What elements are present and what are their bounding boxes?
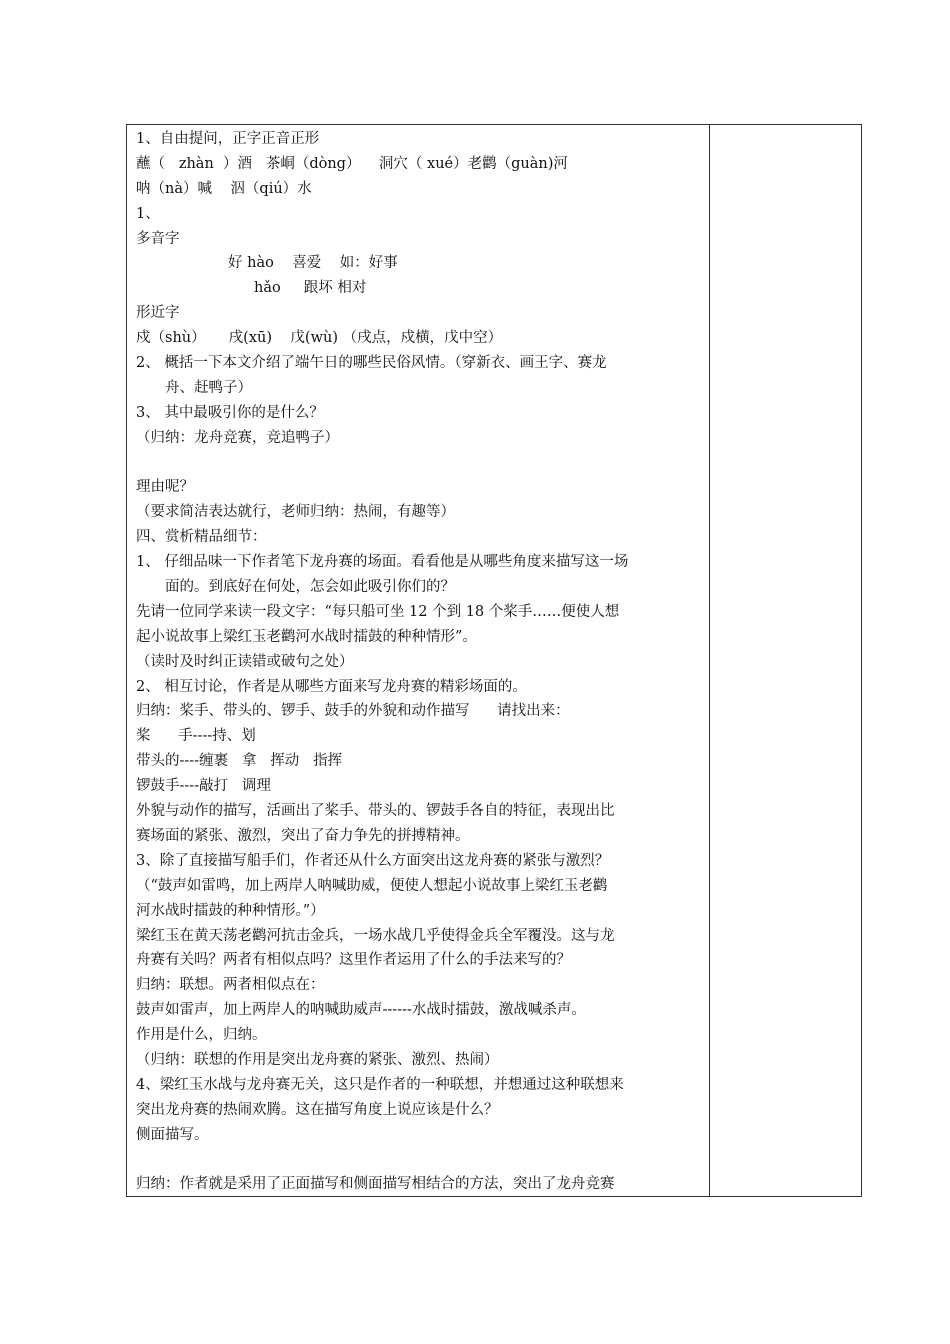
text-line: 呐（nà）喊 泅（qiú）水 <box>136 180 312 197</box>
text-line: 1、自由提问，正字正音正形 <box>136 131 320 147</box>
text-line: 舟赛有关吗？两者有相似点吗？这里作者运用了什么的手法来写的？ <box>136 952 571 969</box>
text-line: （“鼓声如雷鸣，加上两岸人呐喊助威，便使人想起小说故事上梁红玉老鹳 <box>136 877 608 894</box>
text-line <box>136 451 704 476</box>
text-line: 4、梁红玉水战与龙舟赛无关，这只是作者的一种联想，并想通过这种联想来 <box>136 1076 624 1093</box>
text-line: 归纳：桨手、带头的、锣手、鼓手的外貌和动作描写 请找出来： <box>136 703 570 720</box>
notes-cell <box>710 125 861 1196</box>
text-line: 侧面描写。 <box>136 1126 209 1143</box>
text-line: 戍（shù） 戌(xū) 戊(wù) （戌点，戍横，戊中空） <box>136 330 503 347</box>
text-line: 鼓声如雷声，加上两岸人的呐喊助威声------水战时擂鼓，激战喊杀声。 <box>136 1002 586 1019</box>
text-line: 蘸（ zhàn ）酒 茶峒（dòng） 洞穴（ xué）老鹳（guàn)河 <box>136 155 568 172</box>
lesson-table <box>126 124 862 1197</box>
lesson-content-cell <box>136 127 704 1197</box>
text-line: 河水战时擂鼓的种种情形。”） <box>136 902 325 919</box>
text-line: 1、 仔细品味一下作者笔下龙舟赛的场面。看看他是从哪些角度来描写这一场 <box>136 554 629 571</box>
text-line: 赛场面的紧张、激烈，突出了奋力争先的拼搏精神。 <box>136 827 470 844</box>
text-line: 桨 手----持、划 <box>136 728 256 745</box>
text-line: 2、 概括一下本文介绍了端午日的哪些民俗风情。（穿新衣、画王字、赛龙 <box>136 355 607 372</box>
text-line: 归纳：联想。两者相似点在： <box>136 977 325 994</box>
text-line: （要求简洁表达就行，老师归纳：热闹，有趣等） <box>136 504 455 521</box>
text-line: 起小说故事上梁红玉老鹳河水战时擂鼓的种种情形”。 <box>136 628 477 645</box>
text-line: 面的。到底好在何处，怎会如此吸引你们的？ <box>165 579 455 596</box>
text-line: 形近字 <box>136 305 180 322</box>
text-line: （归纳：龙舟竞赛，竞追鸭子） <box>136 429 339 446</box>
text-line: 突出龙舟赛的热闹欢腾。这在描写角度上说应该是什么？ <box>136 1101 499 1118</box>
text-line: 舟、赶鸭子） <box>165 379 252 396</box>
text-line: 理由呢？ <box>136 479 194 496</box>
text-line: （读时及时纠正读错或破句之处） <box>136 653 354 670</box>
text-line: 先请一位同学来读一段文字：“每只船可坐 12 个到 18 个桨手……便使人想 <box>136 603 620 620</box>
text-line: 梁红玉在黄天荡老鹳河抗击金兵，一场水战几乎使得金兵全军覆没。这与龙 <box>136 927 615 944</box>
text-line: 作用是什么，归纳。 <box>136 1027 267 1044</box>
text-line: 外貌与动作的描写，活画出了桨手、带头的、锣鼓手各自的特征，表现出比 <box>136 803 615 820</box>
text-line: 3、除了直接描写船手们，作者还从什么方面突出这龙舟赛的紧张与激烈？ <box>136 852 610 869</box>
text-line: hǎo 跟坏 相对 <box>254 280 367 297</box>
text-line: 1、 <box>136 205 160 222</box>
text-line <box>136 1148 704 1173</box>
text-line: 多音字 <box>136 230 180 247</box>
text-line: 锣鼓手----敲打 调理 <box>136 778 271 795</box>
text-line: 归纳：作者就是采用了正面描写和侧面描写相结合的方法，突出了龙舟竞赛 <box>136 1176 615 1193</box>
text-line: 好 hào 喜爱 如：好事 <box>228 255 398 272</box>
text-line: 四、赏析精品细节： <box>136 529 267 546</box>
text-line: 3、 其中最吸引你的是什么？ <box>136 404 324 421</box>
text-line: 带头的----缠裹 拿 挥动 指挥 <box>136 753 343 770</box>
text-line: （归纳：联想的作用是突出龙舟赛的紧张、激烈、热闹） <box>136 1051 499 1068</box>
text-line: 2、 相互讨论，作者是从哪些方面来写龙舟赛的精彩场面的。 <box>136 678 527 695</box>
